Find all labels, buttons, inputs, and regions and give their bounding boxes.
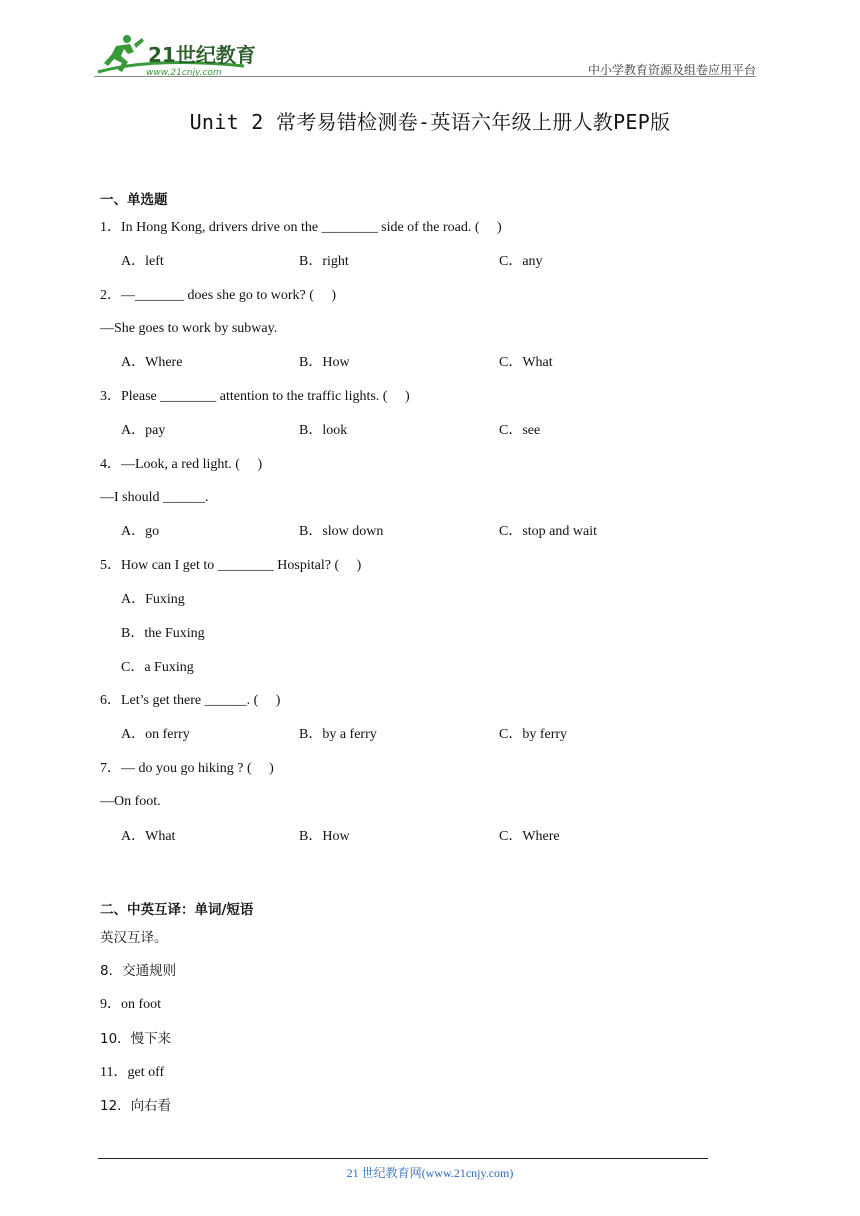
question-5-stem: 5．How can I get to ________ Hospital? ( ) xyxy=(100,558,362,573)
question-3-option-a[interactable]: A．pay xyxy=(121,423,166,438)
footer-divider xyxy=(98,1158,708,1159)
question-1-option-a[interactable]: A．left xyxy=(121,254,164,269)
question-1-option-c[interactable]: C．any xyxy=(499,254,543,269)
section-heading-single-choice: 一、单选题 xyxy=(100,192,168,208)
question-3-option-b[interactable]: B．look xyxy=(299,423,348,438)
header-tagline: 中小学教育资源及组卷应用平台 xyxy=(587,63,756,77)
question-7-reply: —On foot. xyxy=(100,794,161,809)
question-4-option-c[interactable]: C．stop and wait xyxy=(499,524,597,539)
translation-item-10: 10．慢下来 xyxy=(100,1031,172,1047)
question-6-stem: 6．Let’s get there ______. ( ) xyxy=(100,693,281,708)
question-3-option-c[interactable]: C．see xyxy=(499,423,541,438)
section-heading-translation: 二、中英互译：单词/短语 xyxy=(100,902,254,918)
translation-item-12: 12．向右看 xyxy=(100,1098,172,1114)
page-title: Unit 2 常考易错检测卷-英语六年级上册人教PEP版 xyxy=(189,110,671,134)
question-5-option-a[interactable]: A．Fuxing xyxy=(121,592,185,607)
page-header xyxy=(94,32,756,78)
translation-instruction: 英汉互译。 xyxy=(100,930,168,946)
translation-item-9: 9．on foot xyxy=(100,997,162,1012)
question-7-option-b[interactable]: B．How xyxy=(299,829,350,844)
question-2-option-a[interactable]: A．Where xyxy=(121,355,183,370)
question-5-option-b[interactable]: B．the Fuxing xyxy=(121,626,205,641)
question-6-option-a[interactable]: A．on ferry xyxy=(121,727,190,742)
question-2-option-c[interactable]: C．What xyxy=(499,355,553,370)
question-7-option-a[interactable]: A．What xyxy=(121,829,176,844)
logo xyxy=(94,32,264,78)
question-6-option-b[interactable]: B．by a ferry xyxy=(299,727,377,742)
question-5-option-c[interactable]: C．a Fuxing xyxy=(121,660,194,675)
question-4-option-a[interactable]: A．go xyxy=(121,524,160,539)
question-4-reply: —I should ______. xyxy=(100,490,209,505)
footer-link[interactable]: 21 世纪教育网(www.21cnjy.com) xyxy=(346,1166,514,1180)
question-1-option-b[interactable]: B．right xyxy=(299,254,349,269)
translation-item-11: 11．get off xyxy=(100,1065,165,1080)
question-2-stem: 2．—_______ does she go to work? ( ) xyxy=(100,288,337,303)
question-7-option-c[interactable]: C．Where xyxy=(499,829,560,844)
question-4-stem: 4．—Look, a red light. ( ) xyxy=(100,457,263,472)
question-6-option-c[interactable]: C．by ferry xyxy=(499,727,568,742)
translation-item-8: 8．交通规则 xyxy=(100,963,177,979)
header-divider xyxy=(94,76,756,77)
question-4-option-b[interactable]: B．slow down xyxy=(299,524,384,539)
question-2-option-b[interactable]: B．How xyxy=(299,355,350,370)
question-1-stem: 1．In Hong Kong, drivers drive on the ________ side of the road. ( ) xyxy=(100,220,502,235)
logo-text: 21世纪教育 xyxy=(148,43,256,67)
question-3-stem: 3．Please ________ attention to the traffic lights. ( ) xyxy=(100,389,410,404)
logo-url: www.21cnjy.com xyxy=(146,68,222,78)
question-7-stem: 7．— do you go hiking ? ( ) xyxy=(100,761,274,776)
question-2-reply: —She goes to work by subway. xyxy=(100,321,278,336)
